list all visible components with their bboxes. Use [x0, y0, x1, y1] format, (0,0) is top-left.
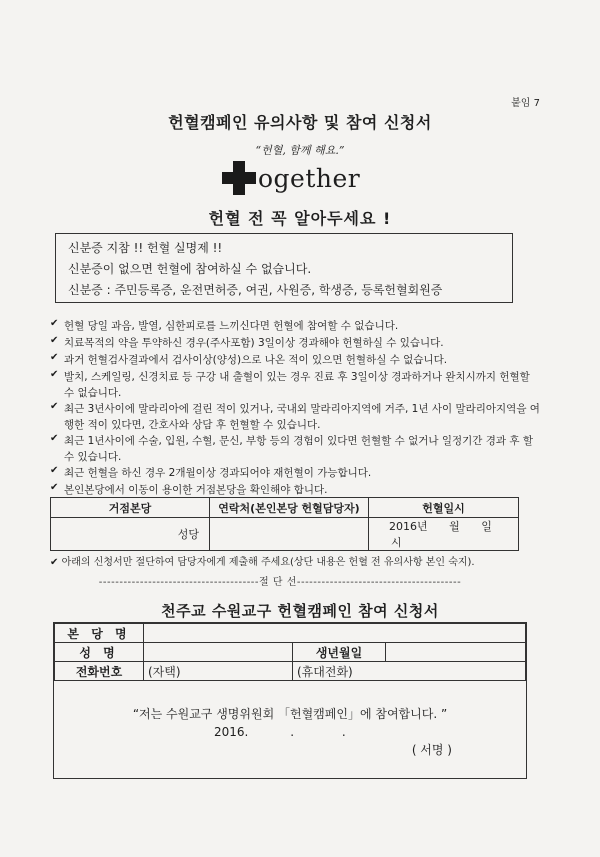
precaution-text: 본인본당에서 이동이 용이한 거점본당을 확인해야 합니다.: [64, 484, 328, 496]
submit-note-text: 아래의 신청서만 절단하여 담당자에게 제출해 주세요(상단 내용은 헌혈 전 유의사항 본인 숙지).: [61, 557, 475, 568]
date-dot: .: [290, 725, 295, 739]
home-phone-field[interactable]: [144, 662, 293, 681]
check-icon: ✔: [50, 335, 59, 346]
precaution-text: 과거 헌혈검사결과에서 검사이상(양성)으로 나온 적이 있으면 헌혈하실 수 없습니다.: [64, 354, 448, 366]
check-icon: ✔: [50, 369, 59, 380]
signature-label: ( 서명 ): [411, 743, 452, 757]
parish-cell[interactable]: [51, 518, 210, 551]
parish-field[interactable]: [144, 624, 526, 643]
day-label: 일: [481, 520, 492, 533]
hour-label: 시: [391, 536, 402, 549]
precaution-text: 최근 1년사이에 수술, 입원, 수혈, 문신, 부항 등의 경험이 있다면 헌혈할 수 없거나 일정기간 경과 후 할 수 있습니다.: [64, 435, 534, 463]
name-label: 성 명: [55, 643, 144, 662]
site-header: 거점본당: [51, 498, 210, 518]
home-phone-label: (자택): [148, 664, 181, 679]
month-label: 월: [449, 520, 460, 533]
id-notice-box: [55, 233, 513, 303]
datetime-cell[interactable]: [369, 518, 519, 551]
precaution-text: 발치, 스케일링, 신경치료 등 구강 내 출혈이 있는 경우 진료 후 3일이상 경과하거나 완치시까지 헌혈할 수 없습니다.: [64, 371, 530, 399]
parish-suffix: 성당: [177, 528, 199, 541]
mobile-phone-label: (휴대전화): [297, 664, 353, 679]
id-notice-line: 신분증이 없으면 헌혈에 참여하실 수 없습니다.: [68, 262, 312, 276]
contact-cell[interactable]: [210, 518, 369, 551]
phone-label: 전화번호: [55, 662, 144, 681]
form-table: [54, 623, 526, 681]
attachment-label: 붙임 7: [511, 98, 540, 109]
cross-icon: [222, 161, 256, 195]
id-notice-line: 신분증 지참 !! 헌혈 실명제 !!: [68, 241, 223, 255]
submit-note: [50, 553, 475, 568]
check-icon: ✔: [50, 482, 59, 493]
birth-field[interactable]: [386, 643, 526, 662]
year-label: 2016년: [389, 520, 428, 533]
name-field[interactable]: [144, 643, 293, 662]
signing-date[interactable]: [214, 725, 346, 739]
together-logo: [222, 160, 360, 196]
check-icon: ✔: [50, 557, 59, 568]
donation-site-table: [50, 497, 519, 551]
application-form: [53, 622, 527, 779]
parish-label: 본 당 명: [55, 624, 144, 643]
headline: 헌혈 전 꼭 알아두세요 !: [208, 209, 392, 228]
check-icon: ✔: [50, 465, 59, 476]
logo-text: ogether: [258, 163, 361, 193]
datetime-header: 헌혈일시: [369, 498, 519, 518]
precaution-text: 최근 헌혈을 하신 경우 2개월이상 경과되어야 재헌혈이 가능합니다.: [64, 467, 372, 479]
signature-area[interactable]: [54, 741, 526, 758]
contact-header: 연락처(본인본당 헌혈담당자): [210, 498, 369, 518]
check-icon: ✔: [50, 318, 59, 329]
page-title: 헌혈캠페인 유의사항 및 참여 신청서: [168, 113, 432, 132]
check-icon: ✔: [50, 433, 59, 444]
form-title: 천주교 수원교구 헌혈캠페인 참여 신청서: [161, 602, 439, 620]
date-year: 2016.: [214, 725, 249, 739]
mobile-phone-field[interactable]: [293, 662, 526, 681]
id-notice-line: 신분증 : 주민등록증, 운전면허증, 여권, 사원증, 학생증, 등록헌혈회원증: [68, 283, 443, 297]
cut-line: ---------------------------------------절 단 선----------------------------------------: [98, 577, 462, 588]
check-icon: ✔: [50, 352, 59, 363]
precaution-text: 헌혈 당일 과음, 발열, 심한피로를 느끼신다면 헌혈에 참여할 수 없습니다.: [64, 320, 399, 332]
slogan: “헌혈, 함께 해요.”: [255, 144, 345, 157]
check-icon: ✔: [50, 401, 59, 412]
precaution-text: 치료목적의 약을 투약하신 경우(주사포함) 3일이상 경과해야 헌혈하실 수 있습니다.: [64, 337, 444, 349]
date-dot: .: [341, 725, 346, 739]
precaution-text: 최근 3년사이에 말라리아에 걸린 적이 있거나, 국내외 말라리아지역에 거주, 1년 사이 말라리아지역을 여행한 적이 있다면, 간호사와 상담 후 헌혈할 수 있습니다.: [64, 403, 540, 431]
birth-label: 생년월일: [293, 643, 386, 662]
pledge-text: “저는 수원교구 생명위원회 「헌혈캠페인」에 참여합니다. ”: [132, 707, 448, 721]
